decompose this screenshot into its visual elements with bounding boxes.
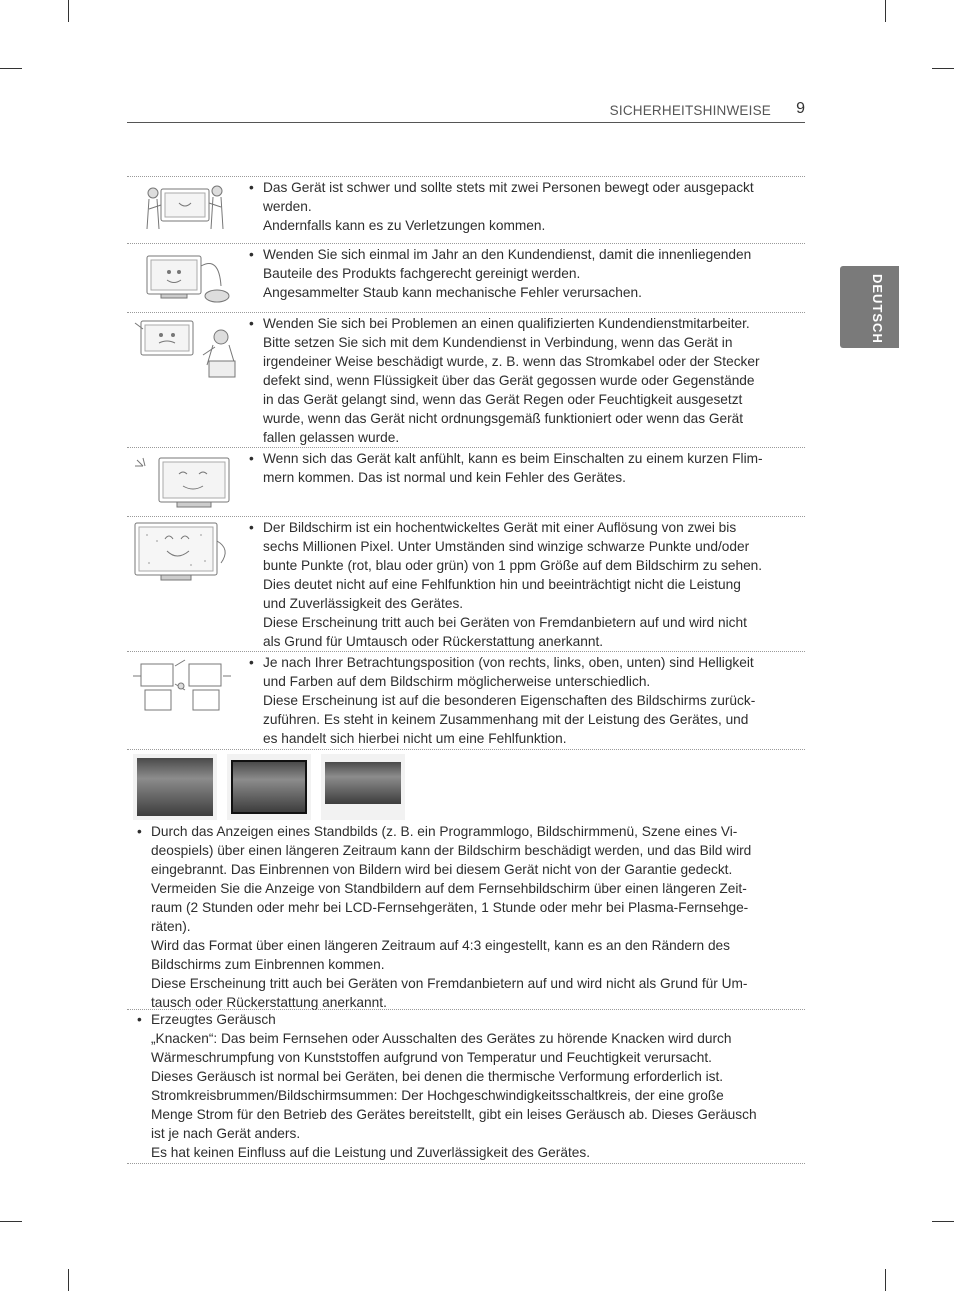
text-line: mern kommen. Das ist normal und kein Fehler des Gerätes. — [263, 470, 626, 485]
language-tab-label: DEUTSCH — [870, 274, 885, 344]
text-line: Wärmeschrumpfung von Kunststoffen aufgrund von Temperatur und Feuchtigkeit verursacht. — [151, 1050, 712, 1065]
burn-in-photos — [127, 750, 805, 820]
text-line: Andernfalls kann es zu Verletzungen kommen. — [263, 218, 546, 233]
crop-mark — [0, 68, 22, 69]
section-title: SICHERHEITSHINWEISE — [609, 103, 771, 118]
text-line: Das Gerät ist schwer und sollte stets mit zwei Personen bewegt oder ausgepackt — [263, 180, 754, 195]
text-line: zuführen. Es steht in keinem Zusammenhang mit der Leistung des Gerätes, und — [263, 712, 749, 727]
text-line: Bitte setzen Sie sich mit dem Kundendienst in Verbindung, wenn das Gerät in — [263, 335, 733, 350]
text-line: Der Bildschirm ist ein hochentwickeltes Gerät mit einer Auflösung von zwei bis — [263, 520, 737, 535]
text-line: in das Gerät gelangt sind, wenn das Gerät Regen oder Feuchtigkeit ausgesetzt — [263, 392, 743, 407]
text-line: Bauteile des Produkts fachgerecht gereinigt werden. — [263, 266, 581, 281]
crop-mark — [0, 1221, 22, 1222]
text-line: tausch oder Rückerstattung anerkannt. — [151, 995, 387, 1010]
text-line: Wird das Format über einen längeren Zeitraum auf 4:3 eingestellt, kann es an den Rändern des — [151, 938, 731, 953]
text-line: Angesammelter Staub kann mechanische Fehler verursachen. — [263, 285, 642, 300]
text-line: ist je nach Gerät anders. — [151, 1126, 301, 1141]
tv-pixel-dots-icon — [127, 517, 249, 651]
crop-mark — [885, 1269, 886, 1291]
landscape-photo-letterbox — [321, 754, 405, 820]
text-line: Es hat keinen Einfluss auf die Leistung und Zuverlässigkeit des Gerätes. — [151, 1145, 591, 1160]
crop-mark — [885, 0, 886, 22]
page-header — [127, 100, 805, 123]
landscape-photo-full-screen — [133, 754, 217, 820]
crop-mark — [932, 68, 954, 69]
crop-mark — [68, 1269, 69, 1291]
crop-mark — [932, 1221, 954, 1222]
text-line: werden. — [263, 199, 312, 214]
text-line: räten). — [151, 919, 191, 934]
text-line: Wenn sich das Gerät kalt anfühlt, kann es beim Einschalten zu einem kurzen Flim- — [263, 451, 763, 466]
text-line: irgendeiner Weise beschädigt wurde, z. B. wenn das Stromkabel oder der Stecker — [263, 354, 760, 369]
text-line: es handelt sich hierbei nicht um eine Fehlfunktion. — [263, 731, 567, 746]
text-line: Je nach Ihrer Betrachtungsposition (von rechts, links, oben, unten) sind Helligkeit — [263, 655, 754, 670]
text-line: wurde, wenn das Gerät nicht ordnungsgemäß funktioniert oder wenn das Gerät — [263, 411, 744, 426]
tv-service-technician-icon — [127, 313, 249, 447]
text-line: als Grund für Umtausch oder Rückerstattung anerkannt. — [263, 634, 604, 649]
text-line: Wenden Sie sich einmal im Jahr an den Kundendienst, damit die innenliegenden — [263, 247, 752, 262]
page-number: 9 — [796, 100, 805, 117]
text-line: Durch das Anzeigen eines Standbilds (z. B. ein Programmlogo, Bildschirmmenü, Szene eines Vi- — [151, 824, 738, 839]
list-item: • Wenden Sie sich einmal im Jahr an den Kundendienst, damit die innenliegenden Bauteile des Produkts fachgerecht gereinigt werden. Angesammelter Staub kann mechanische Fehler verursachen. — [127, 243, 805, 312]
text-line: Wenden Sie sich bei Problemen an einen qualifizierten Kundendienstmitarbeiter. — [263, 316, 750, 331]
landscape-photo-framed — [227, 754, 311, 820]
text-line: Diese Erscheinung tritt auch bei Geräten von Fremdanbietern auf und wird nicht — [263, 615, 747, 630]
list-item: • Je nach Ihrer Betrachtungsposition (von rechts, links, oben, unten) sind Helligkeit und Farben auf dem Bildschirm möglicherweise unterschiedlich. Diese Erscheinung ist auf die besonderen Eigenschaften des Bildschirms zurück- zuführen. Es steht in keinem Zusammenhang mit der Leistung des Gerätes, und es handelt sich hierbei nicht um eine Fehlfunktion. — [127, 651, 805, 749]
list-item: • Durch das Anzeigen eines Standbilds (z. B. ein Programmlogo, Bildschirmmenü, Szene eines Vi- deospiels) über einen längeren Zeitraum kann der Bildschirm beschädigt werden, und das Bild wird eingebrannt. Das Einbrennen von Bildern wird bei diesem Gerät nicht von der Garantie gedeckt. Vermeiden Sie die Anzeige von Standbildern auf dem Fernsehbildschirm über einen längeren Zeit- raum (2 Stunden oder mehr bei LCD-Fernsehgeräten, 1 Stunde oder mehr bei Plasma-Fernsehge- räten). Wird das Format über einen längeren Zeitraum auf 4:3 eingestellt, kann es an den Rändern des Bildschirms zum Einbrennen kommen. Diese Erscheinung tritt auch bei Geräten von Fremdanbietern auf und wird nicht als Grund für Um- tausch oder Rückerstattung anerkannt. — [127, 749, 805, 1009]
text-line: Bildschirms zum Einbrennen kommen. — [151, 957, 385, 972]
tv-carried-by-two-people-icon — [127, 177, 249, 243]
list-item: • Das Gerät ist schwer und sollte stets mit zwei Personen bewegt oder ausgepackt werden. Andernfalls kann es zu Verletzungen kommen. — [127, 176, 805, 243]
text-line: defekt sind, wenn Flüssigkeit über das Gerät gegossen wurde oder Gegenstände — [263, 373, 755, 388]
language-tab — [840, 266, 899, 348]
text-line: Diese Erscheinung ist auf die besonderen Eigenschaften des Bildschirms zurück- — [263, 693, 756, 708]
text-line: Stromkreisbrummen/Bildschirmsummen: Der Hochgeschwindigkeitsschaltkreis, der eine große — [151, 1088, 724, 1103]
text-line: fallen gelassen wurde. — [263, 430, 400, 445]
tv-vacuum-cleaning-icon — [127, 244, 249, 312]
text-line: „Knacken“: Das beim Fernsehen oder Ausschalten des Gerätes zu hörende Knacken wird durch — [151, 1031, 732, 1046]
text-line: deospiels) über einen längeren Zeitraum kann der Bildschirm beschädigt werden, und das Bild wird — [151, 843, 752, 858]
text-line: Dieses Geräusch ist normal bei Geräten, bei denen die thermische Verformung erforderlich ist. — [151, 1069, 724, 1084]
text-line: Dies deutet nicht auf eine Fehlfunktion hin und beeinträchtigt nicht die Leistung — [263, 577, 741, 592]
safety-list — [127, 176, 805, 1164]
text-line: sechs Millionen Pixel. Unter Umständen sind winzige schwarze Punkte und/oder — [263, 539, 750, 554]
text-line: Vermeiden Sie die Anzeige von Standbildern auf dem Fernsehbildschirm über einen längeren Zeit- — [151, 881, 747, 896]
text-line: bunte Punkte (rot, blau oder grün) von 1 ppm Größe auf dem Bildschirm zu sehen. — [263, 558, 763, 573]
text-line: Erzeugtes Geräusch — [151, 1012, 276, 1027]
list-item: • Der Bildschirm ist ein hochentwickeltes Gerät mit einer Auflösung von zwei bis sechs Millionen Pixel. Unter Umständen sind winzige schwarze Punkte und/oder bunte Punkte (rot, blau oder grün) von 1 ppm Größe auf dem Bildschirm zu sehen. Dies deutet nicht auf eine Fehlfunktion hin und beeinträchtigt nicht die Leistung und Zuverlässigkeit des Gerätes. Diese Erscheinung tritt auch bei Geräten von Fremdanbietern auf und wird nicht als Grund für Umtausch oder Rückerstattung anerkannt. — [127, 516, 805, 651]
text-line: Diese Erscheinung tritt auch bei Geräten von Fremdanbietern auf und wird nicht als Grund für Um- — [151, 976, 748, 991]
list-item: • Wenden Sie sich bei Problemen an einen qualifizierten Kundendienstmitarbeiter. Bitte setzen Sie sich mit dem Kundendienst in Verbindung, wenn das Gerät in irgendeiner Weise beschädigt wurde, z. B. wenn das Stromkabel oder der Stecker defekt sind, wenn Flüssigkeit über das Gerät gegossen wurde oder Gegenstände in das Gerät gelangt sind, wenn das Gerät Regen oder Feuchtigkeit ausgesetzt wurde, wenn das Gerät nicht ordnungsgemäß funktioniert oder wenn das Gerät fallen gelassen wurde. — [127, 312, 805, 447]
tv-power-on-flicker-icon — [127, 448, 249, 516]
crop-mark — [68, 0, 69, 22]
list-item: • Erzeugtes Geräusch „Knacken“: Das beim Fernsehen oder Ausschalten des Gerätes zu hörende Knacken wird durch Wärmeschrumpfung von Kunststoffen aufgrund von Temperatur und Feuchtigkeit verursacht. Dieses Geräusch ist normal bei Geräten, bei denen die thermische Verformung erforderlich ist. Stromkreisbrummen/Bildschirmsummen: Der Hochgeschwindigkeitsschaltkreis, der eine große Menge Strom für den Betrieb des Gerätes bereitstellt, gibt ein leises Geräusch ab. Dieses Geräusch ist je nach Gerät anders. Es hat keinen Einfluss auf die Leistung und Zuverlässigkeit des Gerätes. — [127, 1009, 805, 1164]
text-line: und Farben auf dem Bildschirm möglicherweise unterschiedlich. — [263, 674, 651, 689]
text-line: eingebrannt. Das Einbrennen von Bildern wird bei diesem Gerät nicht von der Garantie gedeckt. — [151, 862, 733, 877]
text-line: und Zuverlässigkeit des Gerätes. — [263, 596, 464, 611]
tv-viewing-angles-icon — [127, 652, 249, 749]
text-line: raum (2 Stunden oder mehr bei LCD-Fernsehgeräten, 1 Stunde oder mehr bei Plasma-Fernsehge- — [151, 900, 749, 915]
text-line: Menge Strom für den Betrieb des Gerätes bereitstellt, gibt ein leises Geräusch ab. Dieses Geräusch — [151, 1107, 757, 1122]
list-item: • Wenn sich das Gerät kalt anfühlt, kann es beim Einschalten zu einem kurzen Flim- mern kommen. Das ist normal und kein Fehler des Gerätes. — [127, 447, 805, 516]
